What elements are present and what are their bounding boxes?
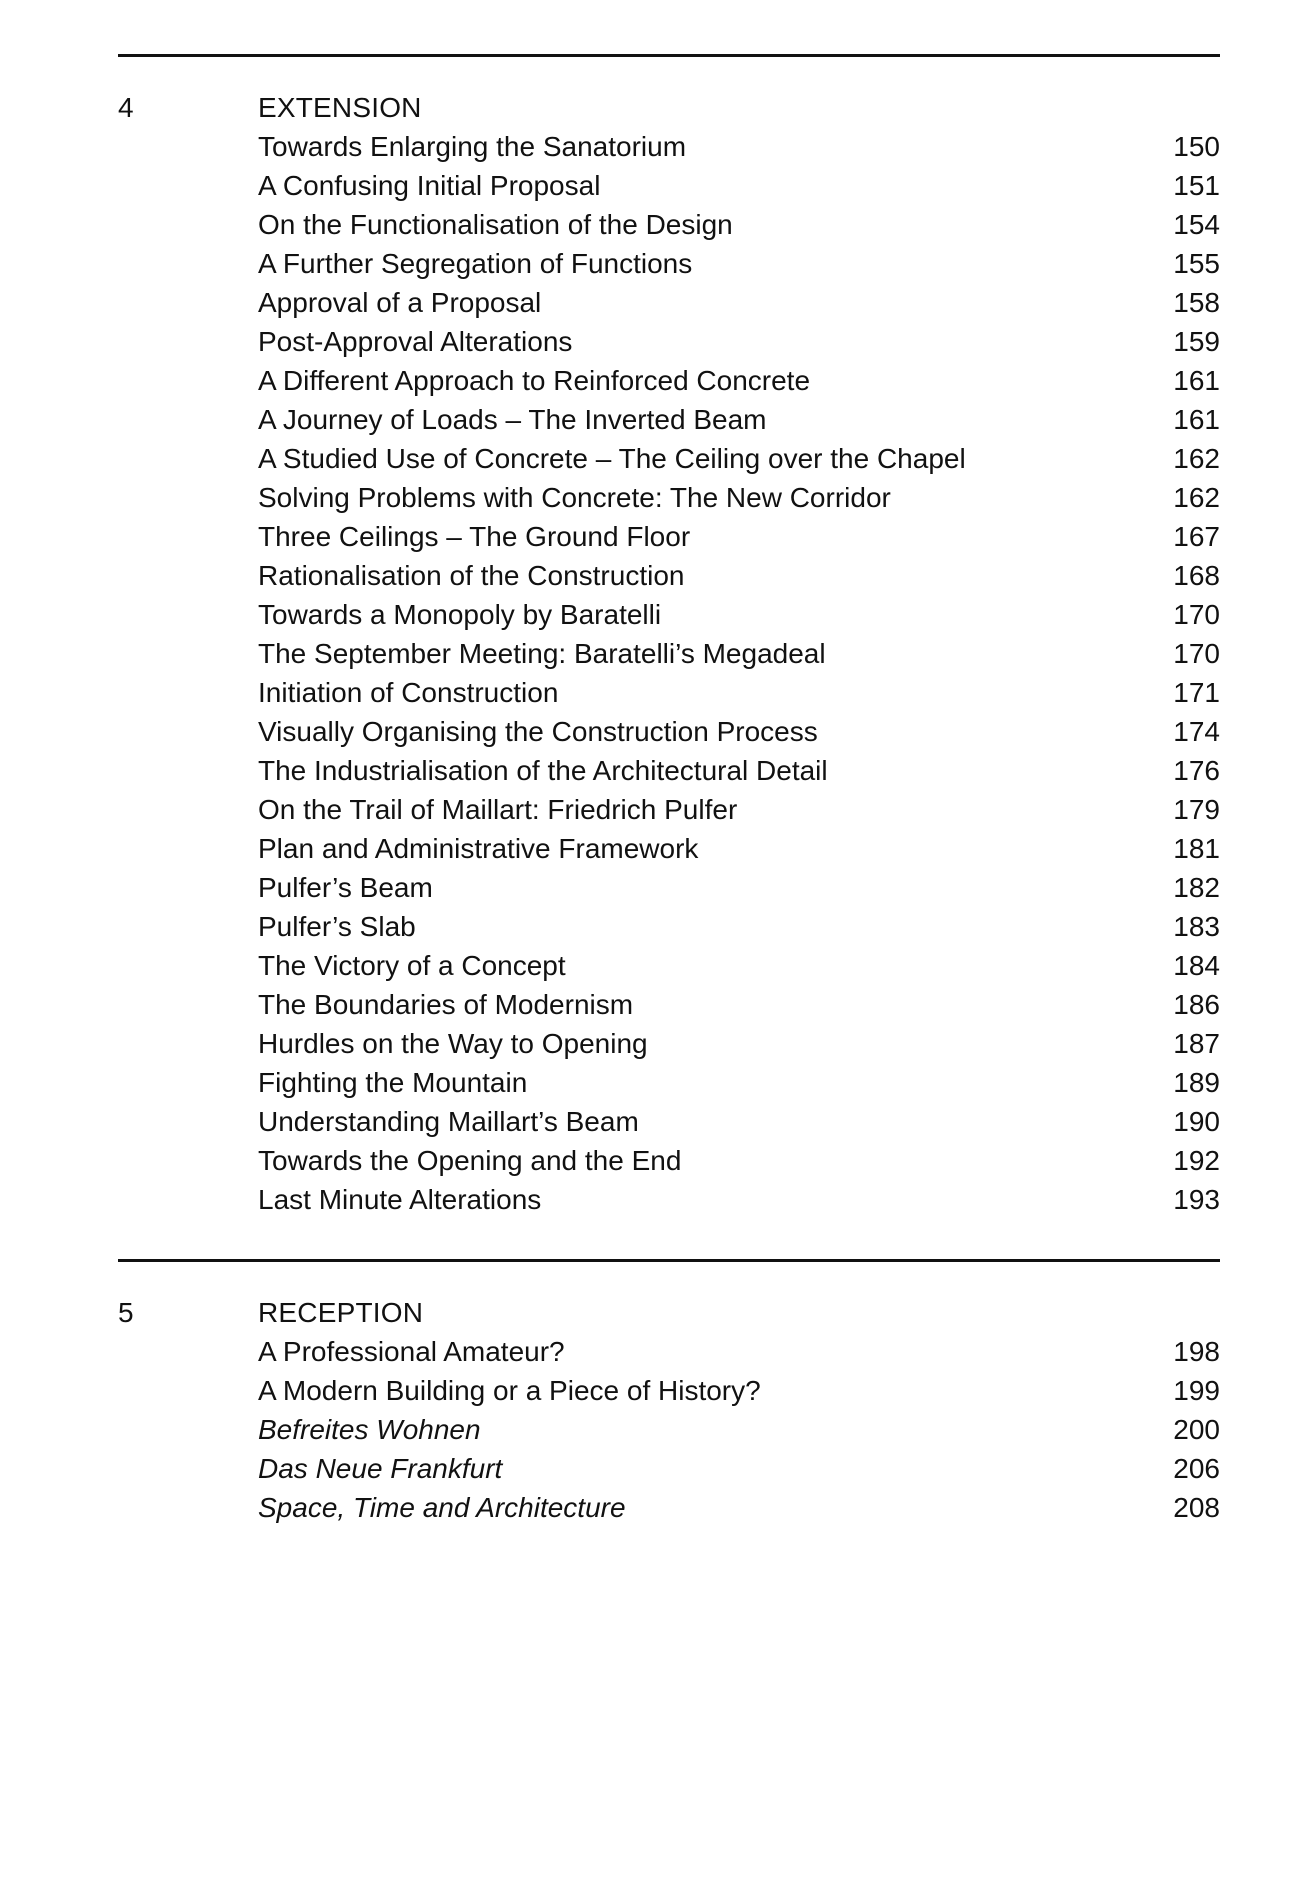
toc-entry-title: Approval of a Proposal — [258, 287, 542, 318]
toc-entry — [258, 595, 1220, 634]
toc-entry — [258, 361, 1220, 400]
toc-entry-page-number: 155 — [1173, 248, 1220, 279]
toc-entry-title: A Different Approach to Reinforced Concrete — [258, 365, 811, 396]
toc-entry-page-number: 184 — [1173, 950, 1220, 981]
toc-entry-title: Pulfer’s Beam — [258, 872, 433, 903]
toc-entry-page-number: 200 — [1173, 1414, 1220, 1445]
toc-entry — [258, 556, 1220, 595]
toc-entry-title: A Journey of Loads – The Inverted Beam — [258, 404, 767, 435]
toc-entry-page-number: 189 — [1173, 1067, 1220, 1098]
toc-section-reception — [118, 1259, 1220, 1527]
toc-entry-title: A Confusing Initial Proposal — [258, 170, 601, 201]
toc-entry — [258, 751, 1220, 790]
toc-entry-title: Towards the Opening and the End — [258, 1145, 682, 1176]
toc-entry — [258, 712, 1220, 751]
toc-entry-page-number: 183 — [1173, 911, 1220, 942]
toc-entry-page-number: 162 — [1173, 482, 1220, 513]
toc-entry — [258, 322, 1220, 361]
toc-entry — [258, 829, 1220, 868]
toc-entry-title: Solving Problems with Concrete: The New Corridor — [258, 482, 891, 513]
toc-entry-title: Towards a Monopoly by Baratelli — [258, 599, 662, 630]
toc-entry-page-number: 186 — [1173, 989, 1220, 1020]
toc-entry — [258, 868, 1220, 907]
toc-entry-title: Post-Approval Alterations — [258, 326, 573, 357]
toc-entry-title: Initiation of Construction — [258, 677, 559, 708]
toc-entry-page-number: 168 — [1173, 560, 1220, 591]
toc-entry-title: A Studied Use of Concrete – The Ceiling over the Chapel — [258, 443, 966, 474]
toc-entry — [258, 1488, 1220, 1527]
toc-entry-page-number: 179 — [1173, 794, 1220, 825]
toc-entry-title: Three Ceilings – The Ground Floor — [258, 521, 691, 552]
toc-entry-page-number: 193 — [1173, 1184, 1220, 1215]
toc-entry-page-number: 159 — [1173, 326, 1220, 357]
toc-entry — [258, 1332, 1220, 1371]
toc-entry-title: Fighting the Mountain — [258, 1067, 528, 1098]
toc-entry — [258, 946, 1220, 985]
toc-entry-page-number: 192 — [1173, 1145, 1220, 1176]
toc-entry-title: Towards Enlarging the Sanatorium — [258, 131, 687, 162]
chapter-title: EXTENSION — [258, 92, 422, 123]
toc-entry — [258, 1410, 1220, 1449]
toc-entry — [258, 127, 1220, 166]
toc-entry-page-number: 158 — [1173, 287, 1220, 318]
toc-entry-page-number: 170 — [1173, 638, 1220, 669]
toc-entry — [258, 439, 1220, 478]
toc-entry-title: Visually Organising the Construction Process — [258, 716, 818, 747]
toc-entry — [258, 1063, 1220, 1102]
toc-entry-page-number: 190 — [1173, 1106, 1220, 1137]
toc-entry — [258, 166, 1220, 205]
toc-entry-page-number: 170 — [1173, 599, 1220, 630]
toc-entry-title: A Modern Building or a Piece of History? — [258, 1375, 761, 1406]
toc-entry-page-number: 154 — [1173, 209, 1220, 240]
toc-entry — [258, 1449, 1220, 1488]
toc-entry — [258, 1371, 1220, 1410]
toc-entry-title: On the Trail of Maillart: Friedrich Pulfer — [258, 794, 738, 825]
toc-entry — [258, 205, 1220, 244]
toc-entry-page-number: 171 — [1173, 677, 1220, 708]
toc-entry-page-number: 187 — [1173, 1028, 1220, 1059]
toc-entry-page-number: 182 — [1173, 872, 1220, 903]
toc-entry-title: Das Neue Frankfurt — [258, 1453, 503, 1484]
toc-entry — [258, 1180, 1220, 1219]
toc-entry-title: A Professional Amateur? — [258, 1336, 565, 1367]
toc-entry-page-number: 174 — [1173, 716, 1220, 747]
toc-entry-title: Befreites Wohnen — [258, 1414, 481, 1445]
toc-entry-title: The Industrialisation of the Architectural Detail — [258, 755, 828, 786]
toc-entry — [258, 1024, 1220, 1063]
toc-entry-title: Pulfer’s Slab — [258, 911, 416, 942]
toc-entry-page-number: 208 — [1173, 1492, 1220, 1523]
toc-entry — [258, 1141, 1220, 1180]
toc-entry-page-number: 161 — [1173, 404, 1220, 435]
chapter-number: 4 — [118, 92, 134, 123]
toc-entry-page-number: 151 — [1173, 170, 1220, 201]
toc-entry-page-number: 162 — [1173, 443, 1220, 474]
toc-entry-title: Space, Time and Architecture — [258, 1492, 626, 1523]
section-heading — [118, 1293, 1220, 1332]
toc-entry — [258, 790, 1220, 829]
toc-entry — [258, 985, 1220, 1024]
chapter-title: RECEPTION — [258, 1297, 424, 1328]
toc-entry-list — [258, 127, 1220, 1219]
toc-entry — [258, 634, 1220, 673]
toc-entry-list — [258, 1332, 1220, 1527]
chapter-number: 5 — [118, 1297, 134, 1328]
toc-entry — [258, 517, 1220, 556]
toc-entry-page-number: 167 — [1173, 521, 1220, 552]
toc-entry-title: Hurdles on the Way to Opening — [258, 1028, 648, 1059]
toc-entry-title: On the Functionalisation of the Design — [258, 209, 733, 240]
toc-entry-title: Understanding Maillart’s Beam — [258, 1106, 639, 1137]
toc-section-extension — [118, 54, 1220, 1219]
toc-entry-page-number: 199 — [1173, 1375, 1220, 1406]
toc-entry — [258, 1102, 1220, 1141]
section-divider — [118, 54, 1220, 57]
toc-entry-title: The Boundaries of Modernism — [258, 989, 634, 1020]
toc-entry-title: The September Meeting: Baratelli’s Megadeal — [258, 638, 826, 669]
toc-entry-title: Plan and Administrative Framework — [258, 833, 699, 864]
toc-entry — [258, 244, 1220, 283]
toc-entry — [258, 478, 1220, 517]
toc-entry-page-number: 161 — [1173, 365, 1220, 396]
toc-entry — [258, 907, 1220, 946]
toc-entry-page-number: 176 — [1173, 755, 1220, 786]
toc-entry-page-number: 150 — [1173, 131, 1220, 162]
section-divider — [118, 1259, 1220, 1262]
toc-entry-page-number: 181 — [1173, 833, 1220, 864]
toc-entry-title: A Further Segregation of Functions — [258, 248, 693, 279]
section-heading — [118, 88, 1220, 127]
toc-entry-title: Rationalisation of the Construction — [258, 560, 685, 591]
toc-entry-title: Last Minute Alterations — [258, 1184, 542, 1215]
toc-entry — [258, 283, 1220, 322]
toc-entry — [258, 673, 1220, 712]
toc-entry-page-number: 206 — [1173, 1453, 1220, 1484]
toc-entry-title: The Victory of a Concept — [258, 950, 566, 981]
toc-entry — [258, 400, 1220, 439]
toc-entry-page-number: 198 — [1173, 1336, 1220, 1367]
